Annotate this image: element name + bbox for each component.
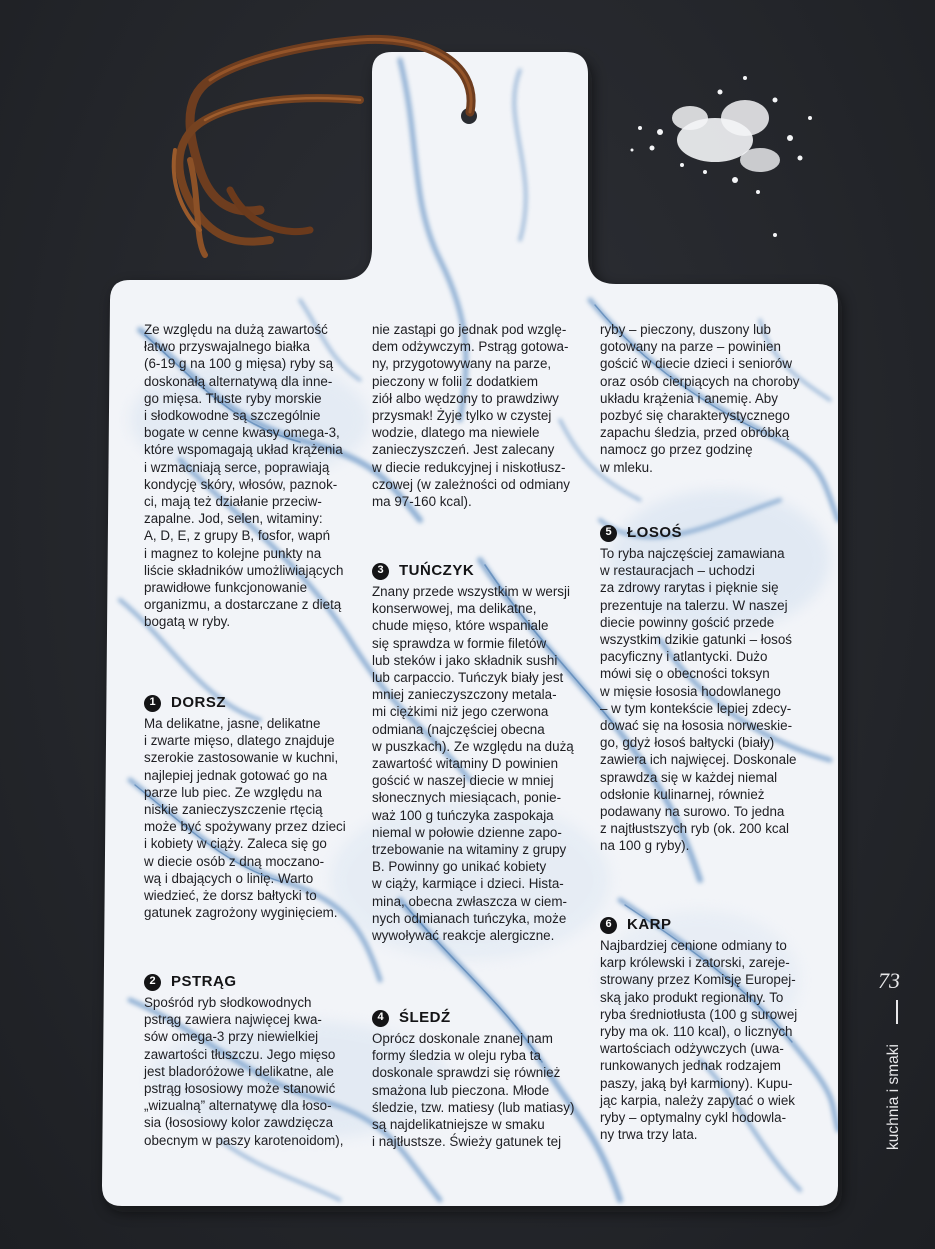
section-losos	[600, 523, 820, 855]
section-pstrag	[144, 972, 362, 1149]
section-text: Spośród ryb słodkowodnych pstrąg zawiera najwięcej kwa- sów omega-3 przy niewielkiej zawartości tłuszczu. Jego mięso jest bladoróżowe i delikatne, ale pstrąg łososiowy może stanowić „wizualną” alternatywę dla łoso- sia (łososiowy kolor zawdzięcza obecnym w paszy karotenoidom),	[144, 995, 344, 1148]
section-text: Znany przede wszystkim w wersji konserwowej, ma delikatne, chude mięso, które wspaniale się sprawdza w formie filetów lub steków i jako składnik sushi lub carpaccio. Tuńczyk biały jest mniej zanieczyszczony metala- mi ciężkimi niż jego czerwona odmiana (najczęściej obecna w puszkach). Ze względu na dużą zawartość witaminy D powinien gościć w naszej diecie w mniej słonecznych miesiącach, ponie- waż 100 g tuńczyka zaspokaja niemal w połowie dzienne zapo- trzebowanie na witaminy z grupy B. Powinny go unikać kobiety w ciąży, karmiące i dzieci. Hista- mina, obecna zwłaszcza w ciem- nych odmianach tuńczyka, może wywoływać reakcje alergiczne.	[372, 584, 574, 944]
section-title: KARP	[627, 916, 672, 934]
section-title: TUŃCZYK	[399, 562, 475, 580]
section-title: ŁOSOŚ	[627, 524, 683, 542]
section-number-badge: 6	[600, 917, 617, 934]
section-dorsz	[144, 693, 362, 921]
section-heading	[372, 1008, 588, 1028]
section-text: ryby – pieczony, duszony lub gotowany na parze – powinien gościć w diecie dzieci i seniorów oraz osób cierpiących na choroby układu krążenia i anemię. Aby pozbyć się charakterystycznego zapachu śledzia, przed obróbką namocz go przez godzinę w mleku.	[600, 322, 800, 475]
section-text: Najbardziej cenione odmiany to karp królewski i zatorski, zareje- strowany przez Komisję Europej- ską jako produkt regionalny. To ryba średniotłusta (100 g surowej ryby ma ok. 110 kcal), o licznych wartościach odżywczych (uwa- runkowanych jednak rodzajem paszy, jaką był karmiony). Kupu- jąc karpia, należy zapytać o wiek ryby – optymalny cykl hodowla- ny trwa trzy lata.	[600, 938, 798, 1143]
section-label-text: kuchnia i smaki	[885, 1044, 902, 1150]
section-text: nie zastąpi go jednak pod wzglę- dem odżywczym. Pstrąg gotowa- ny, przygotowywany na parze, pieczony w folii z dodatkiem ziół albo wędzony to prawdziwy przysmak! Żyje tylko w czystej wodzie, dlatego ma niewiele zanieczyszczeń. Jest zalecany w diecie redukcyjnej i niskotłusz- czowej (w zależności od odmiany ma 97-160 kcal).	[372, 322, 570, 510]
section-pstrag-continued	[372, 321, 588, 510]
section-karp	[600, 915, 820, 1143]
section-text: Oprócz doskonale znanej nam formy śledzia w oleju ryba ta doskonale sprawdzi się również smażona lub pieczona. Młode śledzie, tzw. matiesy (lub matiasy) są najdelikatniejsze w smaku i najtłustsze. Świeży gatunek tej	[372, 1031, 575, 1150]
section-label	[885, 1030, 909, 1150]
section-title: DORSZ	[171, 694, 226, 712]
section-heading	[372, 561, 588, 581]
section-number-badge: 2	[144, 974, 161, 991]
section-heading	[600, 523, 820, 543]
intro-text: Ze względu na dużą zawartość łatwo przyswajalnego białka (6-19 g na 100 g mięsa) ryby są doskonałą alternatywą dla inne- go mięsa. Tłuste ryby morskie i słodkowodne są szczególnie bogate w cenne kwasy omega-3, które wspomagają układ krążenia i wzmacniają serce, poprawiają kondycję skóry, włosów, paznok- ci, mają też działanie przeciw- zapalne. Jod, selen, witaminy: A, D, E, z grupy B, fosfor, wapń i magnez to kolejne punkty na liście składników umożliwiających prawidłowe funkcjonowanie organizmu, a dostarczane z dietą bogatą w ryby.	[144, 322, 344, 630]
section-sledz	[372, 1008, 588, 1150]
page-number-divider	[896, 1000, 898, 1024]
section-tunczyk	[372, 561, 588, 944]
section-title: ŚLEDŹ	[399, 1009, 451, 1027]
section-heading	[144, 972, 362, 992]
section-text: To ryba najczęściej zamawiana w restauracjach – uchodzi za zdrowy rarytas i pięknie się prezentuje na talerzu. W naszej diecie powinny gościć przede wszystkim dzikie gatunki – łosoś pacyficzny i atlantycki. Dużo mówi się o obecności toksyn w mięsie łososia hodowlanego – w tym kontekście lepiej zdecy- dować się na łososia norweskie- go, gdyż łosoś bałtycki (biały) zawiera ich najwięcej. Doskonale sprawdza się w każdej niemal odsłonie kulinarnej, również podawany na surowo. To jedna z najtłustszych ryb (ok. 200 kcal na 100 g ryby).	[600, 546, 797, 854]
section-number-badge: 4	[372, 1010, 389, 1027]
section-heading	[600, 915, 820, 935]
section-number-badge: 1	[144, 695, 161, 712]
page-number: 73	[878, 968, 900, 993]
section-heading	[144, 693, 362, 713]
intro-section	[144, 321, 362, 631]
section-sledz-continued	[600, 321, 820, 476]
section-text: Ma delikatne, jasne, delikatne i zwarte mięso, dlatego znajduje szerokie zastosowanie w kuchni, najlepiej jednak gotować go na parze lub piec. Ze względu na niskie zanieczyszczenie rtęcią może być spożywany przez dzieci i kobiety w ciąży. Zaleca się go w diecie osób z dną moczano- wą i dbających o linię. Warto wiedzieć, że dorsz bałtycki to gatunek zagrożony wyginięciem.	[144, 716, 346, 921]
section-title: PSTRĄG	[171, 973, 237, 991]
section-number-badge: 5	[600, 525, 617, 542]
section-number-badge: 3	[372, 563, 389, 580]
